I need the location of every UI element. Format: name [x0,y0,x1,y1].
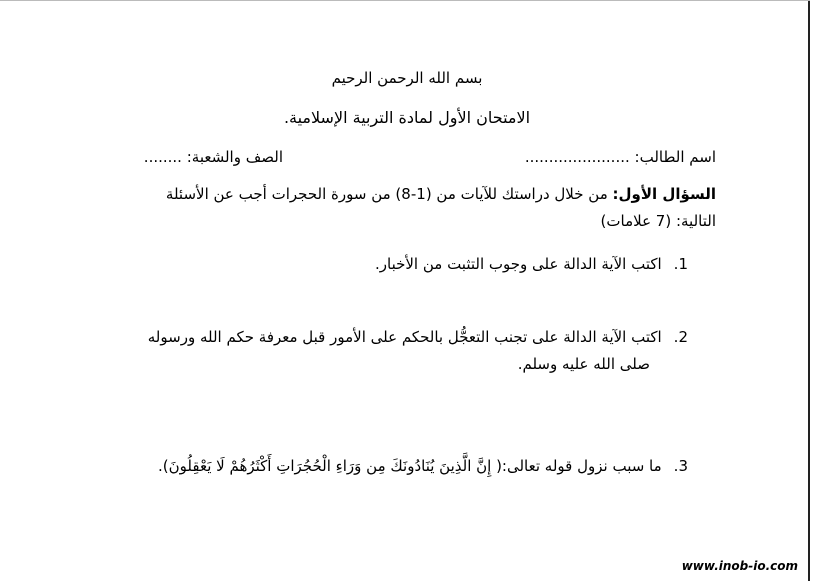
list-item [375,254,688,274]
student-name-row [525,147,716,167]
class-row [144,147,283,167]
page-top-edge [0,0,810,1]
basmala: بسم الله الرحمن الرحيم [331,69,483,87]
class-label: الصف والشعبة: [186,148,283,166]
item-number: 2. [673,328,688,346]
student-name-field: ...................... [524,148,630,166]
website-watermark: www.inob-io.com [681,559,798,573]
student-name-label: اسم الطالب: [634,148,716,166]
question-text-line2: التالية: (7 علامات) [600,212,716,230]
question-text: من خلال دراستك للآيات من (1-8) من سورة الحجرات أجب عن الأسئلة [165,185,613,203]
list-item [158,456,688,476]
question-label: السؤال الأول: [612,185,716,203]
exam-title: الامتحان الأول لمادة التربية الإسلامية. [283,108,531,127]
item-text: اكتب الآية الدالة على تجنب التعجُّل بالحكم على الأمور قبل معرفة حكم الله ورسوله [147,328,662,346]
list-item [148,327,688,347]
item-number: 1. [673,255,688,273]
item-text-continued: صلى الله عليه وسلم. [517,355,650,373]
item-text: اكتب الآية الدالة على وجوب التثبت من الأخبار. [374,255,662,273]
question-header [166,184,716,204]
item-text: ما سبب نزول قوله تعالى:( إِنَّ الَّذِينَ يُنَادُونَكَ مِن وَرَاءِ الْحُجُرَاتِ أَكْثَرُهُمْ لَا يَعْقِلُونَ). [158,457,662,475]
class-field: ........ [143,148,182,166]
item-number: 3. [673,457,688,475]
